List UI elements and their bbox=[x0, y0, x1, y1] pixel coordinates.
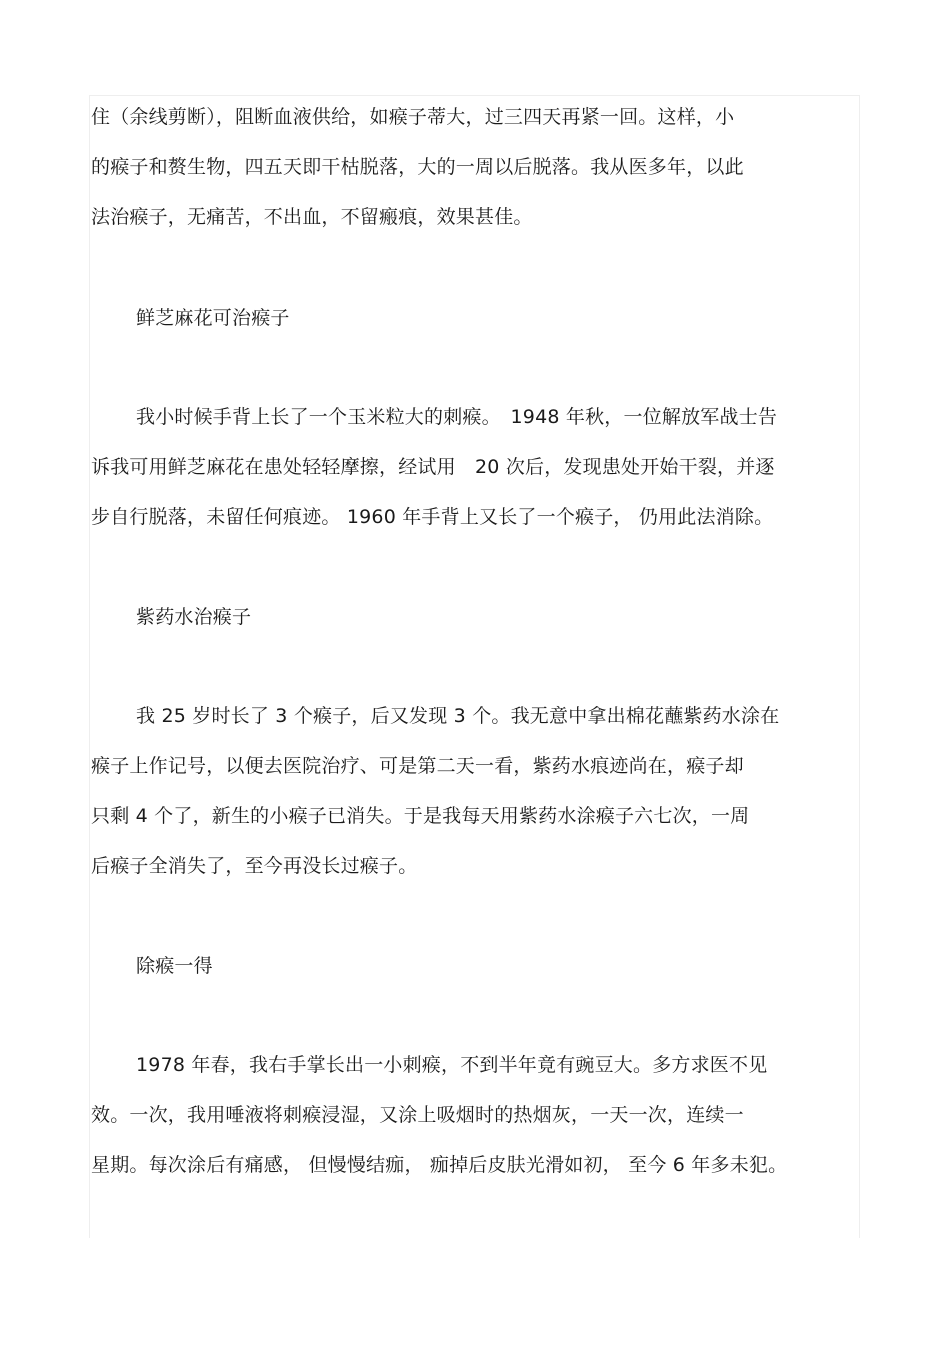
paragraph-line: 瘊子上作记号，以便去医院治疗、可是第二天一看，紫药水痕迹尚在，瘊子却 bbox=[91, 755, 744, 777]
paragraph-line: 我小时候手背上长了一个玉米粒大的刺瘊。 1948 年秋，一位解放军战士告 bbox=[136, 406, 778, 428]
section-heading: 除瘊一得 bbox=[136, 955, 213, 977]
section-heading: 鲜芝麻花可治瘊子 bbox=[136, 307, 290, 329]
paragraph-line: 的瘊子和赘生物，四五天即干枯脱落，大的一周以后脱落。我从医多年，以此 bbox=[91, 156, 744, 178]
paragraph-line: 步自行脱落，未留任何痕迹。 1960 年手背上又长了一个瘊子， 仍用此法消除。 bbox=[91, 506, 774, 528]
paragraph-line: 后瘊子全消失了，至今再没长过瘊子。 bbox=[91, 855, 418, 877]
paragraph-line: 1978 年春，我右手掌长出一小刺瘊，不到半年竟有豌豆大。多方求医不见 bbox=[136, 1054, 768, 1076]
section-heading: 紫药水治瘊子 bbox=[136, 606, 252, 628]
paragraph-line: 法治瘊子，无痛苦，不出血，不留瘢痕，效果甚佳。 bbox=[91, 206, 533, 228]
paragraph-line: 诉我可用鲜芝麻花在患处轻轻摩擦，经试用 20 次后，发现患处开始干裂，并逐 bbox=[91, 456, 775, 478]
paragraph-line: 星期。每次涂后有痛感， 但慢慢结痂， 痂掉后皮肤光滑如初， 至今 6 年多未犯。 bbox=[91, 1154, 788, 1176]
paragraph-line: 效。一次，我用唾液将刺瘊浸湿，又涂上吸烟时的热烟灰，一天一次，连续一 bbox=[91, 1104, 744, 1126]
paragraph-line: 住（余线剪断），阻断血液供给，如瘊子蒂大，过三四天再紧一回。这样，小 bbox=[91, 106, 735, 128]
paragraph-line: 我 25 岁时长了 3 个瘊子，后又发现 3 个。我无意中拿出棉花蘸紫药水涂在 bbox=[136, 705, 780, 727]
paragraph-line: 只剩 4 个了，新生的小瘊子已消失。于是我每天用紫药水涂瘊子六七次，一周 bbox=[91, 805, 750, 827]
